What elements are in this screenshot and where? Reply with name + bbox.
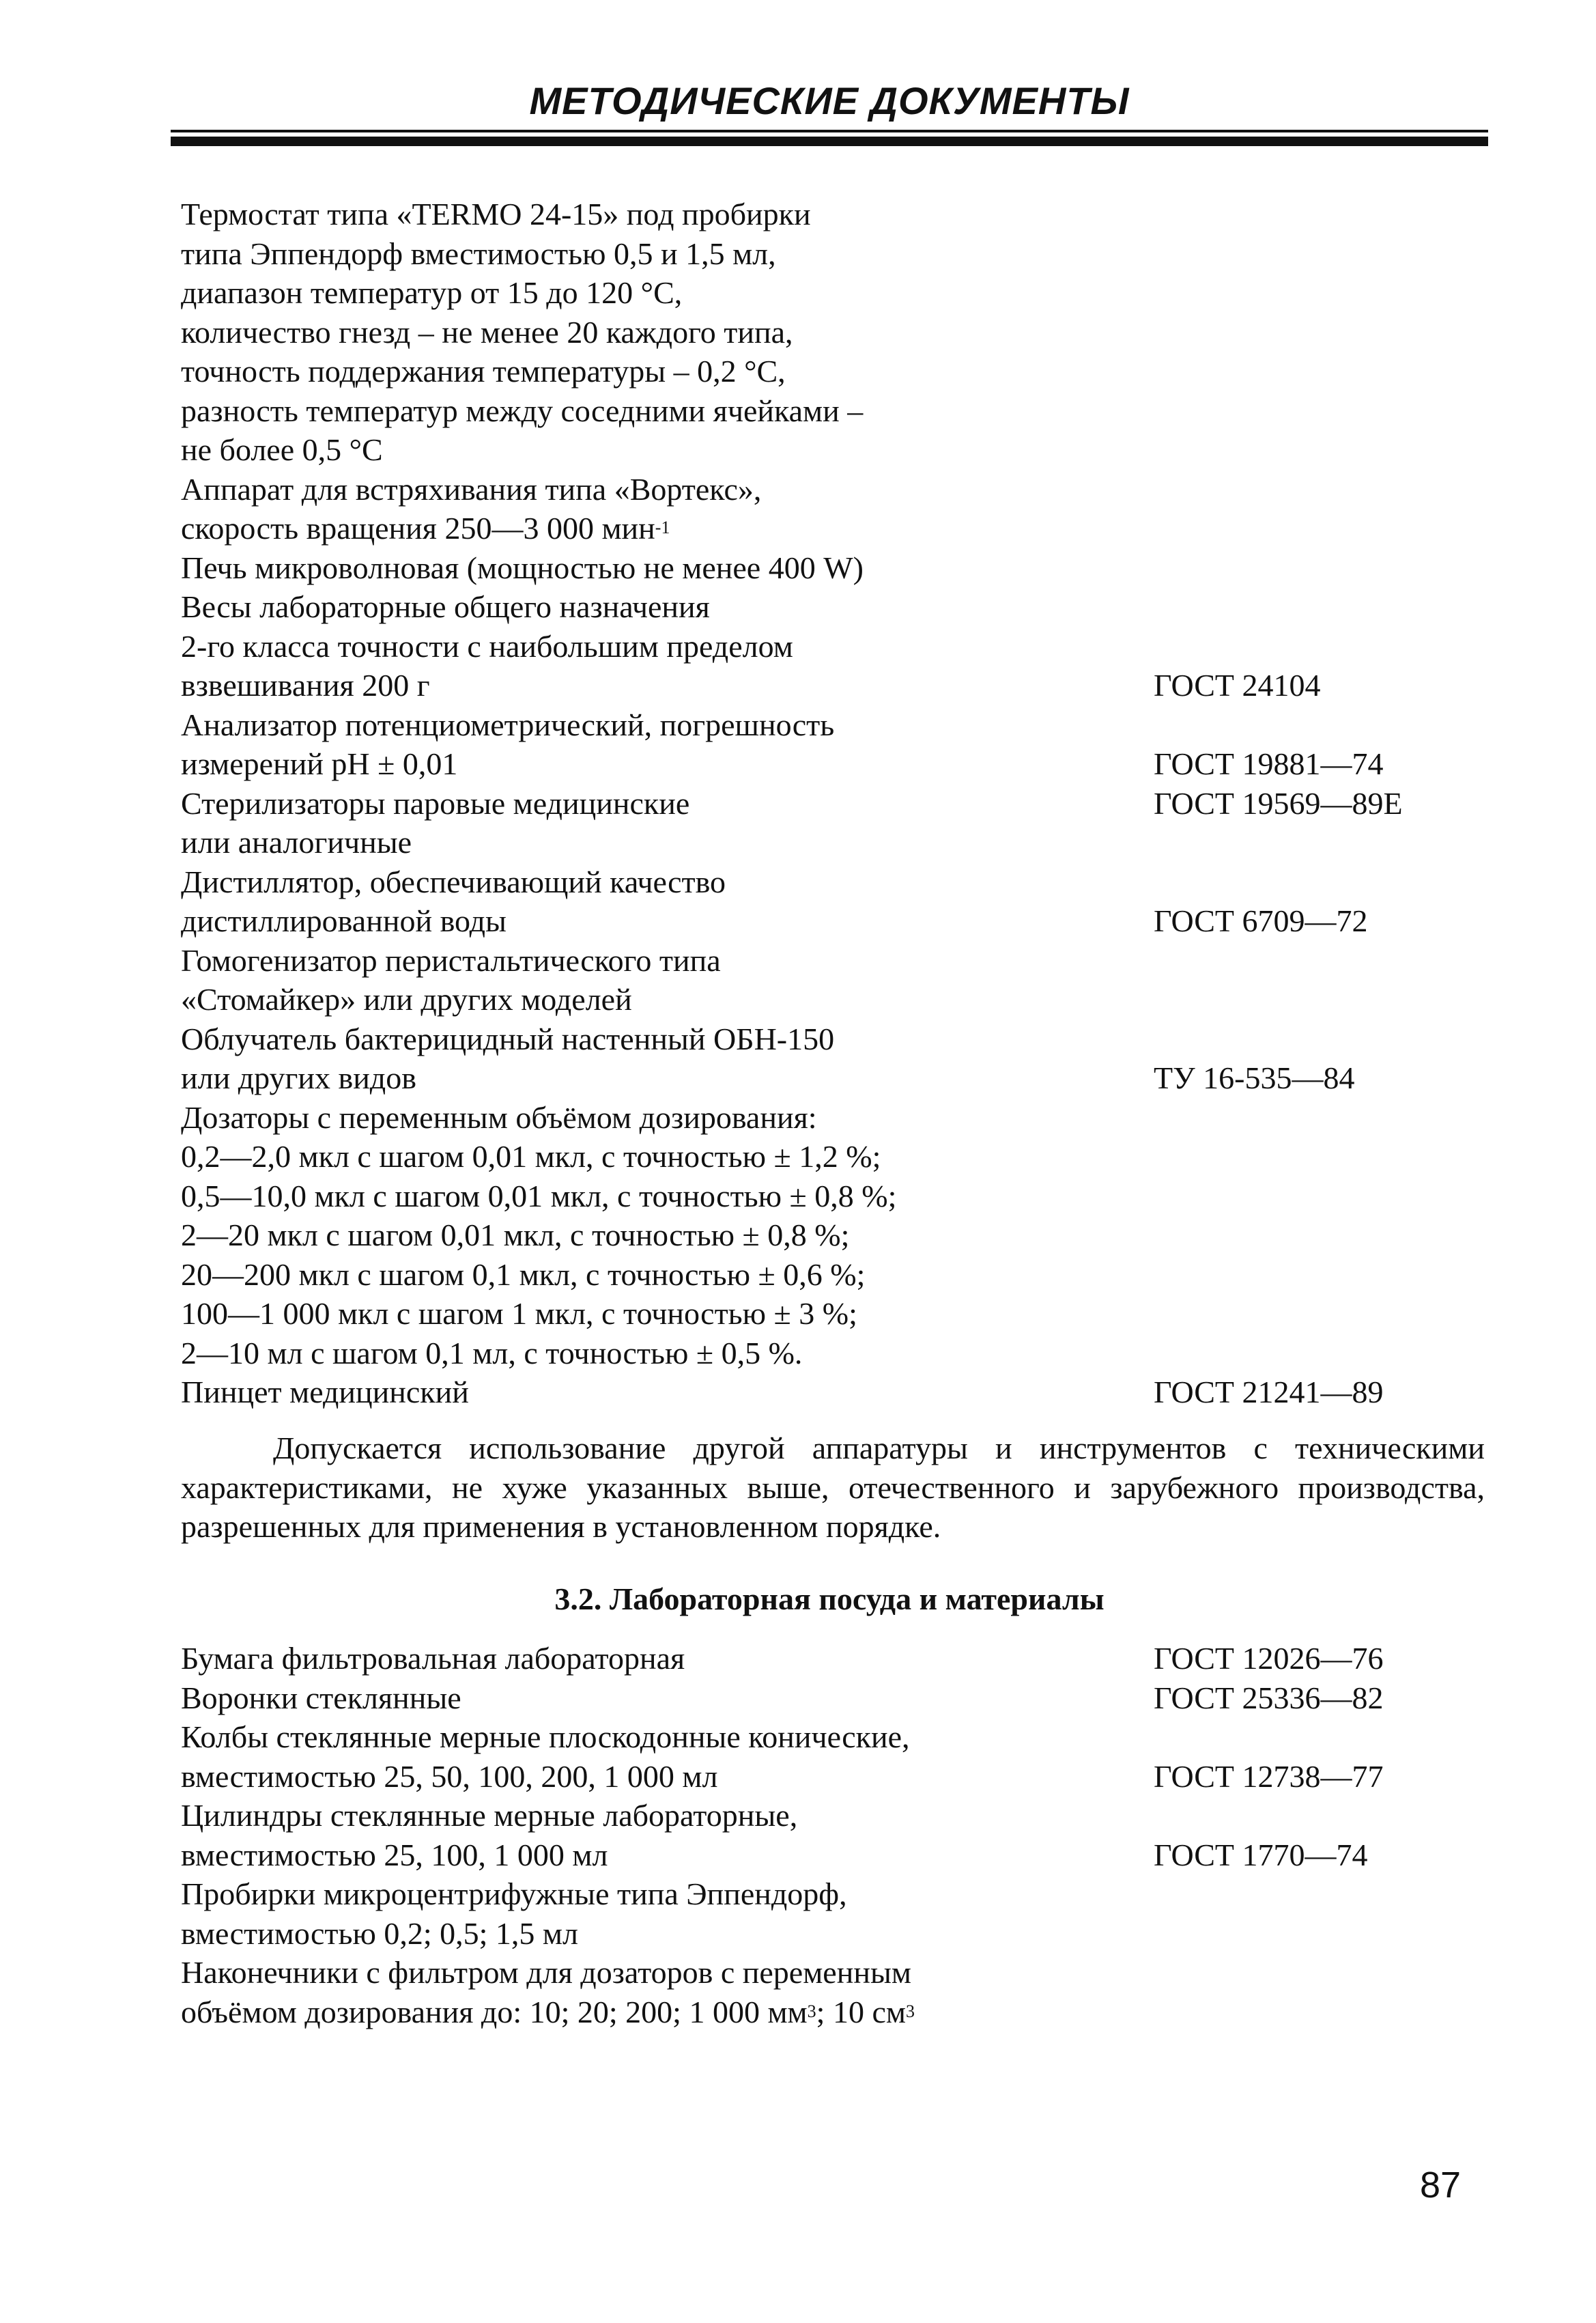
- item-description: [181, 548, 1154, 588]
- item-line: вместимостью 25, 100, 1 000 мл: [181, 1837, 608, 1872]
- list-item: [181, 784, 1492, 862]
- item-description: [181, 1639, 1154, 1678]
- item-description: [181, 941, 1154, 1019]
- item-line: Термостат типа «TERMO 24-15» под пробирки: [181, 197, 811, 231]
- header-rule-thick: [171, 137, 1488, 146]
- item-description: [181, 1717, 1154, 1796]
- superscript: 3: [807, 2001, 816, 2021]
- item-line: вместимостью 25, 50, 100, 200, 1 000 мл: [181, 1758, 718, 1794]
- item-description: [181, 1372, 1154, 1412]
- item-description: [181, 1796, 1154, 1874]
- item-description: [181, 1098, 1154, 1373]
- item-line: 2—20 мкл с шагом 0,01 мкл, с точностью ± 0,8 %;: [181, 1217, 850, 1252]
- list-item: [181, 705, 1492, 784]
- item-line: Анализатор потенциометрический, погрешность: [181, 707, 835, 742]
- standard-reference: ГОСТ 21241—89: [1154, 1375, 1384, 1409]
- item-line: скорость вращения 250—3 000 мин$^{-1}$: [181, 511, 670, 546]
- item-description: [181, 705, 1154, 784]
- item-line: «Стомайкер» или других моделей: [181, 982, 632, 1017]
- item-line: Пробирки микроцентрифужные типа Эппендорф,: [181, 1876, 847, 1911]
- item-description: [181, 587, 1154, 705]
- superscript: 3: [905, 2001, 915, 2021]
- item-description: [181, 1019, 1154, 1098]
- list-item: [181, 1678, 1492, 1718]
- list-item: [181, 195, 1492, 470]
- body-paragraph: Допускается использование другой аппаратуры и инструментов с техническими характеристиками, не хуже указанных выше, отечественного и зарубежного производства, разрешенных для применения в установленном порядке.: [181, 1431, 1485, 1544]
- item-line: 20—200 мкл с шагом 0,1 мкл, с точностью ± 0,6 %;: [181, 1256, 866, 1292]
- item-line: 0,5—10,0 мкл с шагом 0,01 мкл, с точностью ± 0,8 %;: [181, 1178, 897, 1213]
- equipment-list: [181, 195, 1492, 1412]
- item-line: количество гнезд – не менее 20 каждого типа,: [181, 314, 793, 350]
- item-line: Облучатель бактерицидный настенный ОБН-150: [181, 1021, 835, 1056]
- list-item: [181, 1019, 1492, 1098]
- standard-reference: ТУ 16-535—84: [1154, 1060, 1355, 1095]
- item-line: дистиллированной воды: [181, 903, 507, 938]
- item-line: взвешивания 200 г: [181, 668, 430, 703]
- item-line: 2—10 мл с шагом 0,1 мл, с точностью ± 0,5 %.: [181, 1335, 803, 1370]
- list-item: [181, 1717, 1492, 1796]
- item-line: объёмом дозирования до: 10; 20; 200; 1 000 $мм^3$; 10 $см^3$: [181, 1994, 915, 2029]
- item-line: Стерилизаторы паровые медицинские: [181, 785, 690, 821]
- item-description: [181, 195, 1154, 470]
- item-line: типа Эппендорф вместимостью 0,5 и 1,5 мл,: [181, 236, 776, 271]
- item-line: Аппарат для встряхивания типа «Вортекс»,: [181, 471, 762, 507]
- item-description: [181, 862, 1154, 941]
- standard-reference: ГОСТ 24104: [1154, 668, 1321, 703]
- list-item: [181, 1953, 1492, 2031]
- standard-reference: ГОСТ 19881—74: [1154, 746, 1384, 781]
- item-description: [181, 784, 1154, 862]
- item-line: измерений pH ± 0,01: [181, 746, 458, 781]
- list-item: [181, 941, 1492, 1019]
- item-line: Дозаторы с переменным объёмом дозирования:: [181, 1099, 817, 1135]
- item-line: или аналогичные: [181, 825, 412, 860]
- superscript: -1: [655, 518, 670, 537]
- standard-reference: ГОСТ 12738—77: [1154, 1758, 1384, 1794]
- list-item: [181, 1796, 1492, 1874]
- item-line: 2-го класса точности с наибольшим пределом: [181, 628, 793, 664]
- list-item: [181, 1372, 1492, 1412]
- standard-reference: ГОСТ 19569—89Е: [1154, 785, 1403, 821]
- list-item: [181, 1874, 1492, 1953]
- item-description: [181, 470, 1154, 548]
- section-heading: 3.2. Лабораторная посуда и материалы: [554, 1581, 1105, 1616]
- item-line: Пинцет медицинский: [181, 1375, 469, 1409]
- item-line: Бумага фильтровальная лабораторная: [181, 1641, 685, 1676]
- item-line: 0,2—2,0 мкл с шагом 0,01 мкл, с точностью ± 1,2 %;: [181, 1139, 881, 1174]
- list-item: [181, 1639, 1492, 1678]
- item-line: 100—1 000 мкл с шагом 1 мкл, с точностью ± 3 %;: [181, 1296, 857, 1331]
- header-rule-thin: [171, 130, 1488, 132]
- page-number: 87: [1420, 2165, 1462, 2206]
- item-line: Гомогенизатор перистальтического типа: [181, 942, 721, 978]
- item-line: Весы лабораторные общего назначения: [181, 589, 710, 624]
- standard-reference: ГОСТ 1770—74: [1154, 1837, 1368, 1872]
- item-line: Наконечники с фильтром для дозаторов с переменным: [181, 1955, 911, 1990]
- item-line: точность поддержания температуры – 0,2 °С,: [181, 354, 786, 389]
- list-item: [181, 548, 1492, 588]
- list-item: [181, 862, 1492, 941]
- item-line: вместимостью 0,2; 0,5; 1,5 мл: [181, 1915, 578, 1951]
- list-item: [181, 470, 1492, 548]
- item-line: Воронки стеклянные: [181, 1680, 461, 1715]
- item-line: или других видов: [181, 1060, 416, 1095]
- standard-reference: ГОСТ 12026—76: [1154, 1641, 1384, 1676]
- item-description: [181, 1678, 1154, 1718]
- list-item: [181, 587, 1492, 705]
- item-line: разность температур между соседними ячейками –: [181, 393, 864, 428]
- item-line: не более 0,5 °С: [181, 432, 383, 467]
- standard-reference: ГОСТ 25336—82: [1154, 1680, 1384, 1715]
- item-line: Колбы стеклянные мерные плоскодонные конические,: [181, 1719, 910, 1754]
- item-line: Печь микроволновая (мощностью не менее 400 W): [181, 550, 864, 585]
- materials-list: [181, 1639, 1492, 2031]
- list-item: [181, 1098, 1492, 1373]
- item-line: Цилиндры стеклянные мерные лабораторные,: [181, 1798, 798, 1833]
- item-line: диапазон температур от 15 до 120 °С,: [181, 275, 683, 310]
- item-description: [181, 1874, 1154, 1953]
- standard-reference: ГОСТ 6709—72: [1154, 903, 1368, 938]
- item-line: Дистиллятор, обеспечивающий качество: [181, 864, 726, 899]
- item-description: [181, 1953, 1154, 2031]
- running-header-title: МЕТОДИЧЕСКИЕ ДОКУМЕНТЫ: [529, 79, 1130, 122]
